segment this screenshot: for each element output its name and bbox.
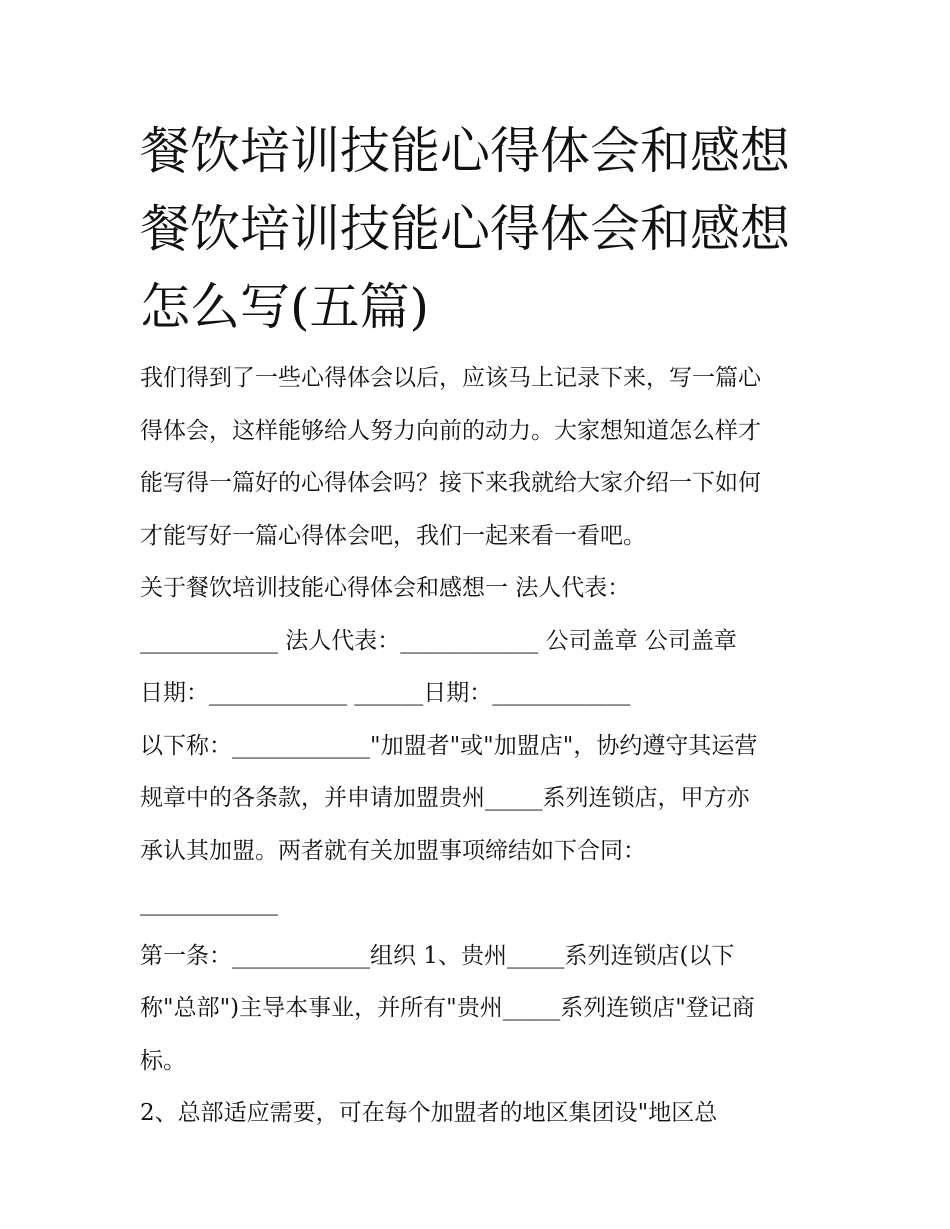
body-line: 关于餐饮培训技能心得体会和感想一 法人代表：	[140, 575, 631, 601]
body-line: 2、总部适应需要，可在每个加盟者的地区集团设"地区总	[140, 1100, 718, 1126]
body-line: 能写得一篇好的心得体会吗？接下来我就给大家介绍一下如何	[140, 470, 761, 496]
body-line: 以下称：____________"加盟者"或"加盟店"，协约遵守其运营	[140, 732, 758, 759]
body-line: 第一条：____________组织 1、贵州_____系列连锁店(以下	[140, 942, 735, 969]
title-line-2: 餐饮培训技能心得体会和感想	[140, 200, 790, 258]
body-line: 得体会，这样能够给人努力向前的动力。大家想知道怎么样才	[140, 417, 761, 444]
body-line: ____________ 法人代表：____________ 公司盖章 公司盖章	[140, 627, 737, 654]
body-line: 日期：____________ ______日期：____________	[140, 680, 631, 706]
body-line: 才能写好一篇心得体会吧，我们一起来看一看吧。	[140, 522, 646, 549]
body-line: 承认其加盟。两者就有关加盟事项缔结如下合同：	[140, 837, 646, 864]
body-line: 规章中的各条款，并申请加盟贵州_____系列连锁店，甲方亦	[140, 785, 750, 811]
title-line-1: 餐饮培训技能心得体会和感想	[140, 122, 790, 180]
document-body	[140, 352, 820, 1140]
body-line: ____________	[140, 890, 278, 916]
title-line-3: 怎么写(五篇)	[140, 278, 430, 336]
body-line: 标。	[140, 1047, 186, 1074]
body-line: 我们得到了一些心得体会以后，应该马上记录下来，写一篇心	[140, 365, 761, 391]
document-title	[140, 112, 820, 346]
body-line: 称"总部")主导本事业，并所有"贵州_____系列连锁店"登记商	[140, 995, 755, 1021]
